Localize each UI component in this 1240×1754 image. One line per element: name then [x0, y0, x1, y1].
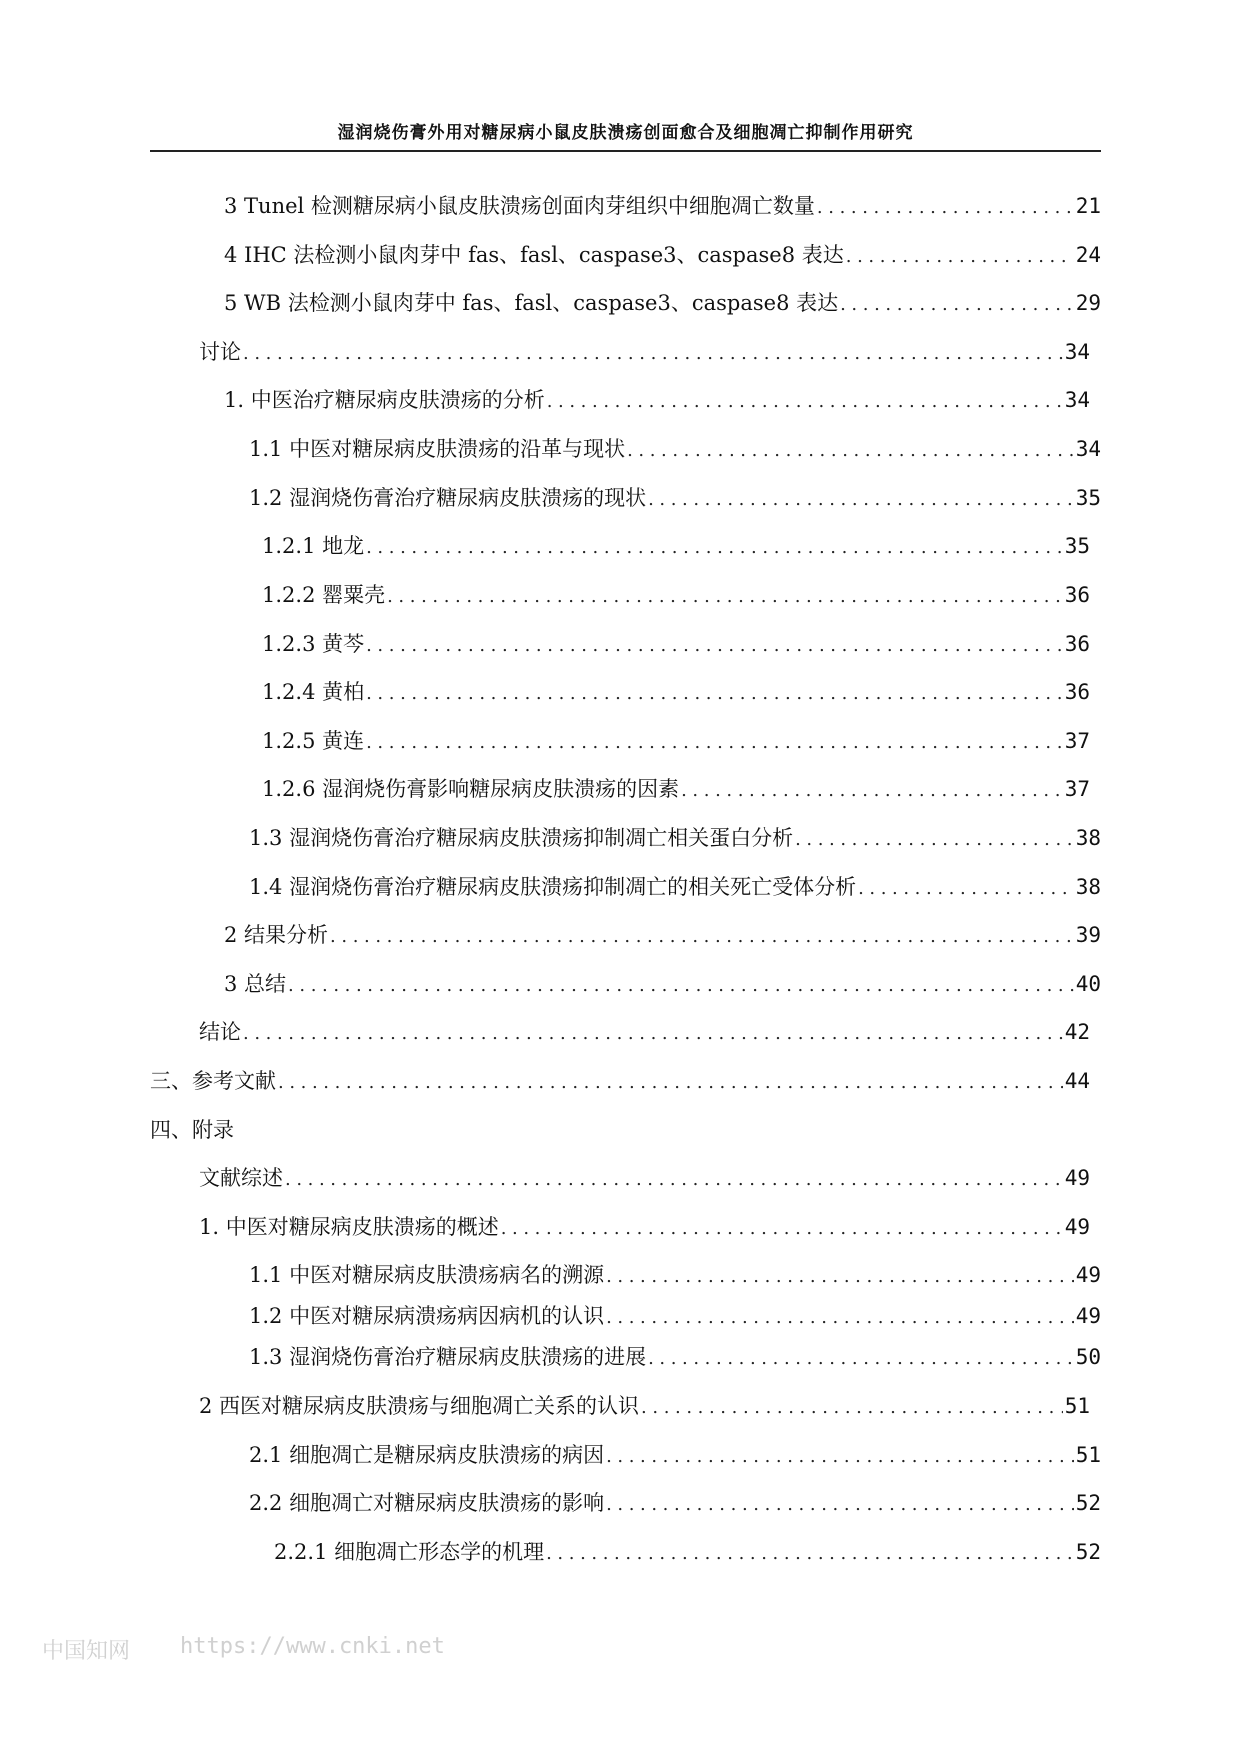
toc-entry-title: 2.1 细胞凋亡是糖尿病皮肤溃疡的病因 — [249, 1443, 605, 1467]
toc-leader-dots — [840, 289, 1074, 321]
toc-leader-dots — [501, 1213, 1063, 1245]
toc-entry-page: 38 — [1075, 826, 1101, 850]
toc-entry[interactable] — [199, 1211, 1090, 1243]
toc-entry-title: 2 西医对糖尿病皮肤溃疡与细胞凋亡关系的认识 — [199, 1394, 640, 1418]
toc-entry-title: 1.3 湿润烧伤膏治疗糖尿病皮肤溃疡的进展 — [249, 1345, 647, 1369]
toc-leader-dots — [846, 241, 1074, 273]
toc-entry[interactable] — [199, 1390, 1090, 1422]
toc-entry[interactable] — [224, 919, 1101, 951]
toc-entry-title: 1.2.3 黄芩 — [262, 632, 365, 656]
toc-entry[interactable] — [224, 968, 1101, 1000]
toc-leader-dots — [817, 192, 1074, 224]
toc-entry-title: 三、参考文献 — [150, 1069, 276, 1093]
toc-entry-page: 34 — [1064, 340, 1090, 364]
toc-entry-page: 35 — [1064, 534, 1090, 558]
toc-entry-title: 2.2.1 细胞凋亡形态学的机理 — [274, 1540, 545, 1564]
toc-entry-title: 1.2 湿润烧伤膏治疗糖尿病皮肤溃疡的现状 — [249, 486, 647, 510]
toc-entry-page: 29 — [1075, 291, 1101, 315]
toc-entry-page: 52 — [1075, 1540, 1101, 1564]
toc-leader-dots — [606, 1302, 1074, 1334]
toc-entry-title: 1.1 中医对糖尿病皮肤溃疡病名的溯源 — [249, 1263, 605, 1287]
toc-leader-dots — [648, 1343, 1074, 1375]
toc-entry-title: 1.2.2 罂粟壳 — [262, 583, 386, 607]
toc-entry-page: 37 — [1064, 729, 1090, 753]
watermark-brand: 中国知网 — [42, 1639, 131, 1664]
toc-entry-page: 51 — [1064, 1394, 1090, 1418]
toc-entry-title: 1.4 湿润烧伤膏治疗糖尿病皮肤溃疡抑制凋亡的相关死亡受体分析 — [249, 875, 857, 899]
toc-leader-dots — [366, 727, 1063, 759]
toc-entry-title: 四、附录 — [150, 1118, 234, 1142]
toc-entry-title: 1.2 中医对糖尿病溃疡病因病机的认识 — [249, 1304, 605, 1328]
toc-leader-dots — [547, 386, 1063, 418]
toc-leader-dots — [648, 484, 1074, 516]
toc-entry-page: 34 — [1075, 437, 1101, 461]
toc-entry-page: 38 — [1075, 875, 1101, 899]
toc-entry[interactable] — [249, 1300, 1101, 1332]
toc-entry-title: 4 IHC 法检测小鼠肉芽中 fas、fasl、caspase3、caspase8 表达 — [224, 243, 844, 267]
toc-entry-title: 文献综述 — [199, 1166, 283, 1190]
toc-entry-page: 37 — [1064, 777, 1090, 801]
toc-section-heading[interactable] — [150, 1114, 1090, 1146]
toc-entry-page: 49 — [1064, 1215, 1090, 1239]
toc-entry[interactable] — [224, 239, 1101, 271]
toc-entry-page: 49 — [1075, 1304, 1101, 1328]
toc-entry-page: 36 — [1064, 632, 1090, 656]
toc-entry[interactable] — [224, 190, 1101, 222]
toc-entry[interactable] — [249, 822, 1101, 854]
toc-leader-dots — [681, 775, 1063, 807]
toc-entry[interactable] — [199, 336, 1090, 368]
toc-leader-dots — [606, 1261, 1074, 1293]
toc-leader-dots — [641, 1392, 1063, 1424]
toc-entry[interactable] — [274, 1536, 1101, 1568]
toc-entry-title: 1.2.1 地龙 — [262, 534, 365, 558]
toc-entry-page: 50 — [1075, 1345, 1101, 1369]
toc-entry-title: 1.3 湿润烧伤膏治疗糖尿病皮肤溃疡抑制凋亡相关蛋白分析 — [249, 826, 794, 850]
toc-leader-dots — [627, 435, 1074, 467]
toc-entry[interactable] — [224, 287, 1101, 319]
toc-entry-page: 52 — [1075, 1491, 1101, 1515]
toc-entry-title: 1.2.6 湿润烧伤膏影响糖尿病皮肤溃疡的因素 — [262, 777, 680, 801]
toc-entry-page: 34 — [1064, 388, 1090, 412]
toc-leader-dots — [606, 1441, 1074, 1473]
toc-entry-title: 讨论 — [199, 340, 241, 364]
toc-entry-page: 49 — [1064, 1166, 1090, 1190]
toc-leader-dots — [366, 532, 1063, 564]
toc-leader-dots — [288, 970, 1074, 1002]
toc-entry-page: 40 — [1075, 972, 1101, 996]
toc-entry-page: 49 — [1075, 1263, 1101, 1287]
toc-entry[interactable] — [199, 1162, 1090, 1194]
toc-entry[interactable] — [249, 1439, 1101, 1471]
toc-entry-title: 2.2 细胞凋亡对糖尿病皮肤溃疡的影响 — [249, 1491, 605, 1515]
toc-entry[interactable] — [262, 530, 1090, 562]
toc-entry[interactable] — [262, 773, 1090, 805]
running-header: 湿润烧伤膏外用对糖尿病小鼠皮肤溃疡创面愈合及细胞凋亡抑制作用研究 — [337, 123, 914, 143]
toc-entry-page: 24 — [1075, 243, 1101, 267]
toc-entry-title: 2 结果分析 — [224, 923, 329, 947]
toc-leader-dots — [278, 1067, 1063, 1099]
toc-entry[interactable] — [262, 628, 1090, 660]
toc-leader-dots — [285, 1164, 1063, 1196]
toc-entry-title: 1. 中医治疗糖尿病皮肤溃疡的分析 — [224, 388, 545, 412]
toc-entry-title: 5 WB 法检测小鼠肉芽中 fas、fasl、caspase3、caspase8 表达 — [224, 291, 839, 315]
toc-entry-title: 3 总结 — [224, 972, 287, 996]
toc-entry[interactable] — [150, 1065, 1090, 1097]
toc-leader-dots — [243, 1018, 1063, 1050]
toc-leader-dots — [243, 338, 1063, 370]
toc-entry-page: 35 — [1075, 486, 1101, 510]
watermark-url: https://www.cnki.net — [180, 1634, 445, 1659]
toc-entry-page: 42 — [1064, 1020, 1090, 1044]
toc-entry[interactable] — [262, 676, 1090, 708]
toc-leader-dots — [546, 1538, 1074, 1570]
toc-leader-dots — [387, 581, 1063, 613]
toc-entry-page: 51 — [1075, 1443, 1101, 1467]
toc-entry[interactable] — [224, 384, 1090, 416]
toc-entry-title: 1.1 中医对糖尿病皮肤溃疡的沿革与现状 — [249, 437, 626, 461]
toc-entry[interactable] — [249, 871, 1101, 903]
toc-entry-title: 3 Tunel 检测糖尿病小鼠皮肤溃疡创面肉芽组织中细胞凋亡数量 — [224, 194, 815, 218]
toc-entry[interactable] — [199, 1016, 1090, 1048]
toc-entry[interactable] — [249, 482, 1101, 514]
toc-entry-page: 36 — [1064, 680, 1090, 704]
toc-leader-dots — [795, 824, 1074, 856]
toc-leader-dots — [330, 921, 1074, 953]
toc-entry-title: 结论 — [199, 1020, 241, 1044]
toc-entry-page: 44 — [1064, 1069, 1090, 1093]
toc-leader-dots — [606, 1489, 1074, 1521]
toc-entry-title: 1. 中医对糖尿病皮肤溃疡的概述 — [199, 1215, 499, 1239]
toc-entry-page: 36 — [1064, 583, 1090, 607]
toc-leader-dots — [858, 873, 1074, 905]
toc-entry-page: 21 — [1075, 194, 1101, 218]
toc-entry[interactable] — [249, 1259, 1101, 1291]
toc-entry[interactable] — [249, 1341, 1101, 1373]
toc-leader-dots — [366, 678, 1063, 710]
toc-leader-dots — [366, 630, 1063, 662]
toc-entry[interactable] — [262, 725, 1090, 757]
toc-entry[interactable] — [262, 579, 1090, 611]
toc-entry-page: 39 — [1075, 923, 1101, 947]
toc-entry-title: 1.2.5 黄连 — [262, 729, 365, 753]
toc-entry-title: 1.2.4 黄柏 — [262, 680, 365, 704]
toc-entry[interactable] — [249, 433, 1101, 465]
toc-entry[interactable] — [249, 1487, 1101, 1519]
